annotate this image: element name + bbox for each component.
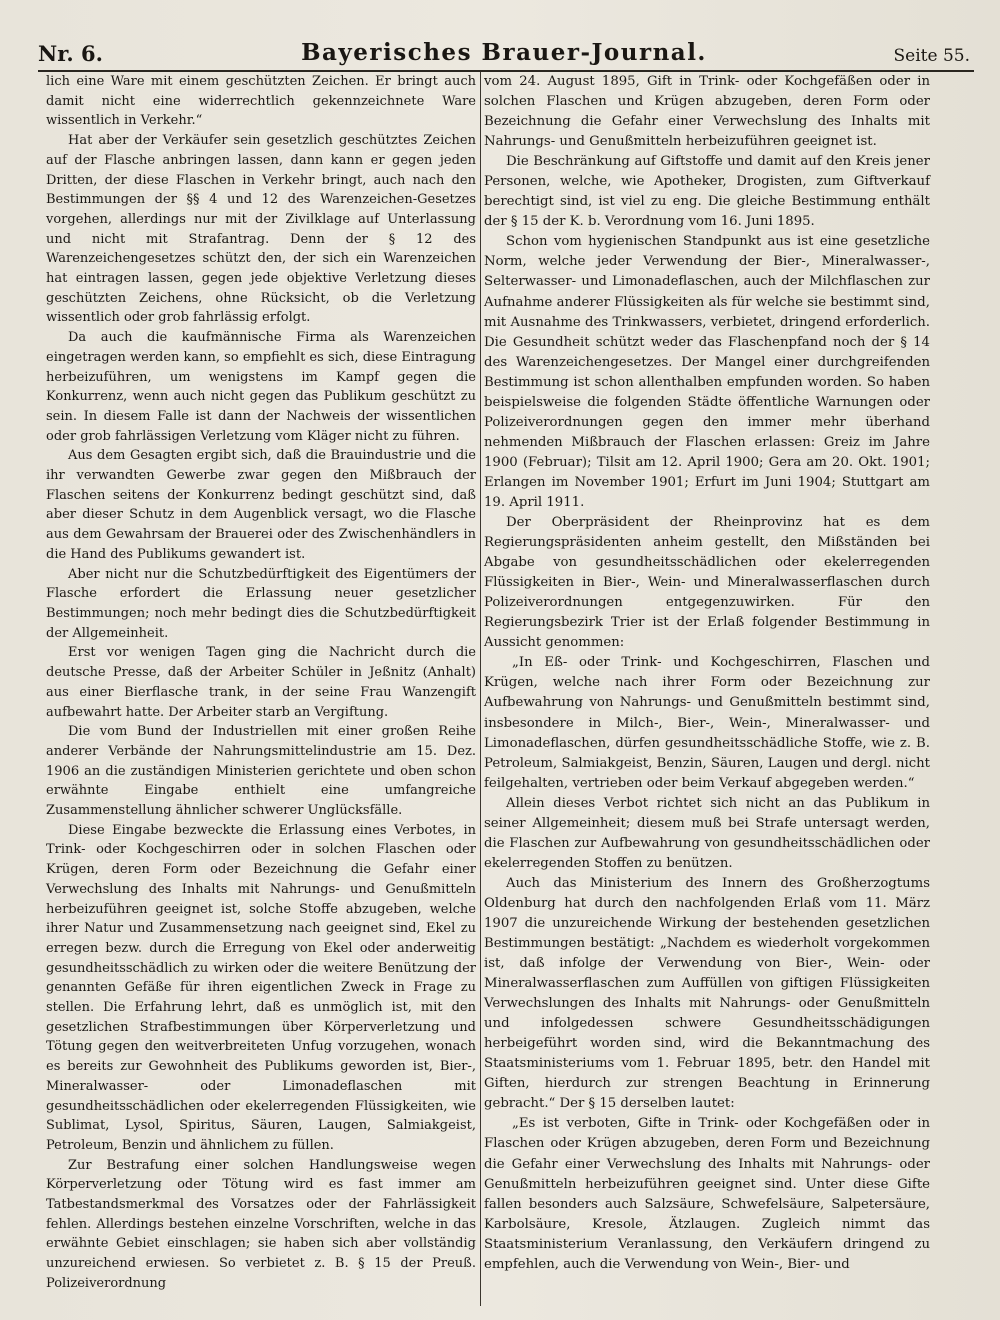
paragraph: Zur Bestrafung einer solchen Handlungsweise wegen Körperverletzung oder Tötung wird es fast immer am Tatbestandsmerkmal des Vorsatzes oder der Fahrlässigkeit fehlen. Allerdings bestehen einzelne Vorschriften, welche in das erwähnte Gebiet einschlagen; sie haben sich aber vollständig unzureichend erwiesen. So verbietet z. B. § 15 der Preuß. Polizeiverordnung <box>46 1157 476 1291</box>
paragraph: Aus dem Gesagten ergibt sich, daß die Brauindustrie und die ihr verwandten Gewerbe zwar gegen den Mißbrauch der Flaschen seitens der Konkurrenz bedingt geschützt sind, daß aber dieser Schutz in dem Augenblick versagt, wo die Flasche aus dem Gewahrsam der Brauerei oder des Zwischenhändlers in die Hand des Publikums gewandert ist. <box>46 448 476 562</box>
paragraph: Allein dieses Verbot richtet sich nicht an das Publikum in seiner Allgemeinheit; diesem muß bei Strafe untersagt werden, die Flaschen zur Aufbewahrung von gesundheitsschädlichen oder ekelerregenden Stoffen zu benützen. <box>484 795 930 871</box>
paragraph: lich eine Ware mit einem geschützten Zeichen. Er bringt auch damit nicht eine widerrechtlich gekennzeichnete Ware wissentlich in Verkehr.“ <box>46 74 476 129</box>
quoted-regulation: „In Eß- oder Trink- und Kochgeschirren, Flaschen und Krügen, welche nach ihrer Form oder Bezeichnung zur Aufbewahrung von Nahrungs- und Genußmitteln bestimmt sind, insbesondere in Milch-, Bier-, Wein-, Mineralwasser- und Limonadeflaschen, dürfen gesundheitsschädliche Stoffe, wie z. B. Petroleum, Salmiakgeist, Benzin, Säuren, Laugen und dergl. nicht feilgehalten, vertrieben oder beim Verkauf abgegeben werden.“ <box>484 655 930 791</box>
paragraph: Diese Eingabe bezweckte die Erlassung eines Verbotes, in Trink- oder Kochgeschirren oder in solchen Flaschen oder Krügen, deren Form oder Bezeichnung die Gefahr einer Verwechslung des Inhalts mit Nahrungs- und Genußmitteln herbeizuführen geeignet ist, solche Stoffe abzugeben, welche ihrer Natur und Zusammensetzung nach geeignet sind, Ekel zu erregen bezw. durch die Erregung von Ekel oder anderweitig gesundheitsschädlich zu wirken oder die weitere Benützung der genannten Gefäße für ihren eigentlichen Zweck in Frage zu stellen. Die Erfahrung lehrt, daß es unmöglich ist, mit den gesetzlichen Strafbestimmungen über Körperverletzung und Tötung gegen den weitverbreiteten Unfug vorzugehen, wonach es bereits zur Gewohnheit des Publikums geworden ist, Bier-, Mineralwasser- oder Limonadeflaschen mit gesundheitsschädlichen oder ekelerregenden Flüssigkeiten, wie Sublimat, Lysol, Spiritus, Säuren, Laugen, Salmiakgeist, Petroleum, Benzin und ähnlichem zu füllen. <box>46 822 476 1153</box>
page-number: Seite 55. <box>893 46 970 66</box>
paragraph: Auch das Ministerium des Innern des Großherzogtums Oldenburg hat durch den nachfolgenden Erlaß vom 11. März 1907 die unzureichende Wirkung der bestehenden gesetzlichen Bestimmungen bestätigt: „Nachdem es wiederholt vorgekommen ist, daß infolge der Verwendung von Bier-, Wein- oder Mineralwasserflaschen zum Auffüllen von giftigen Flüssigkeiten Verwechslungen des Inhalts mit Nahrungs- oder Genußmitteln und infolgedessen schwere Gesundheitsschädigungen herbeigeführt worden sind, wird die Bekanntmachung des Staatsministeriums vom 1. Februar 1895, betr. den Handel mit Giften, hierdurch zur strengen Beachtung in Erinnerung gebracht.“ Der § 15 derselben lautet: <box>484 875 930 1112</box>
issue-number: Nr. 6. <box>38 41 103 66</box>
left-column <box>46 72 476 1294</box>
paragraph: Die vom Bund der Industriellen mit einer großen Reihe anderer Verbände der Nahrungsmittelindustrie am 15. Dez. 1906 an die zuständigen Ministerien gerichtete und oben schon erwähnte Eingabe enthielt eine umfangreiche Zusammenstellung ähnlicher schwerer Unglücksfälle. <box>46 724 476 819</box>
paragraph: Der Oberpräsident der Rheinprovinz hat es dem Regierungspräsidenten anheim gestellt, den Mißständen bei Abgabe von gesundheitsschädlichen oder ekelerregenden Flüssigkeiten in Bier-, Wein- und Mineralwasserflaschen durch Polizeiverordnungen entgegenzuwirken. Für den Regierungsbezirk Trier ist der Erlaß folgender Bestimmung in Aussicht genommen: <box>484 515 930 651</box>
paragraph: Hat aber der Verkäufer sein gesetzlich geschütztes Zeichen auf der Flasche anbringen lassen, dann kann er gegen jeden Dritten, der diese Flaschen in Verkehr bringt, auch nach den Bestimmungen der §§ 4 und 12 des Warenzeichen-Gesetzes vorgehen, allerdings nur mit der Zivilklage auf Unterlassung und nicht mit Strafantrag. Denn der § 12 des Warenzeichengesetzes schützt den, der sich ein Warenzeichen hat eintragen lassen, gegen jede objektive Verletzung dieses geschützten Zeichens, ohne Rücksicht, ob die Verletzung wissentlich oder grob fahrlässig erfolgt. <box>46 133 476 326</box>
paragraph: Erst vor wenigen Tagen ging die Nachricht durch die deutsche Presse, daß der Arbeiter Schüler in Jeßnitz (Anhalt) aus einer Bierflasche trank, in der seine Frau Wanzengift aufbewahrt hatte. Der Arbeiter starb an Vergiftung. <box>46 645 476 720</box>
paragraph: Aber nicht nur die Schutzbedürftigkeit des Eigentümers der Flasche erfordert die Erlassung neuer gesetzlicher Bestimmungen; noch mehr bedingt dies die Schutzbedürftigkeit der Allgemeinheit. <box>46 566 476 641</box>
paragraph: Schon vom hygienischen Standpunkt aus ist eine gesetzliche Norm, welche jeder Verwendung der Bier-, Mineralwasser-, Selterwasser- und Limonadeflaschen, auch der Milchflaschen zur Aufnahme anderer Flüssigkeiten als für welche sie bestimmt sind, mit Ausnahme des Trinkwassers, verbietet, dringend erforderlich. Die Gesundheit schützt weder das Flaschenpfand noch der § 14 des Warenzeichengesetzes. Der Mangel einer durchgreifenden Bestimmung ist schon allenthalben empfunden worden. So haben beispielsweise die folgenden Städte öffentliche Warnungen oder Polizeiverordnungen gegen den immer mehr überhand nehmenden Mißbrauch der Flaschen erlassen: Greiz im Jahre 1900 (Februar); Tilsit am 12. April 1900; Gera am 20. Okt. 1901; Erlangen im November 1901; Erfurt im Juni 1904; Stuttgart am 19. April 1911. <box>484 234 930 510</box>
right-column <box>484 72 930 1275</box>
quoted-regulation: „Es ist verboten, Gifte in Trink- oder Kochgefäßen oder in Flaschen oder Krügen abzugeben, deren Form und Bezeichnung die Gefahr einer Verwechslung des Inhalts mit Nahrungs- oder Genußmitteln herbeizuführen geeignet sind. Unter diese Gifte fallen besonders auch Salzsäure, Schwefelsäure, Salpetersäure, Karbolsäure, Kresole, Ätzlaugen. Zugleich nimmt das Staatsministerium Veranlassung, den Verkäufern dringend zu empfehlen, auch die Verwendung von Wein-, Bier- und <box>484 1116 930 1272</box>
page-header <box>38 30 970 66</box>
paragraph: Die Beschränkung auf Giftstoffe und damit auf den Kreis jener Personen, welche, wie Apotheker, Drogisten, zum Giftverkauf berechtigt sind, ist viel zu eng. Die gleiche Bestimmung enthält der § 15 der K. b. Verordnung vom 16. Juni 1895. <box>484 154 930 230</box>
journal-title: Bayerisches Brauer-Journal. <box>301 39 707 66</box>
paragraph: vom 24. August 1895, Gift in Trink- oder Kochgefäßen oder in solchen Flaschen und Krügen abzugeben, deren Form oder Bezeichnung die Gefahr einer Verwechslung des Inhalts mit Nahrungs- und Genußmitteln herbeizuführen geeignet ist. <box>484 74 930 150</box>
paragraph: Da auch die kaufmännische Firma als Warenzeichen eingetragen werden kann, so empfiehlt es sich, diese Eintragung herbeizuführen, um wenigstens im Kampf gegen die Konkurrenz, wenn auch nicht gegen das Publikum geschützt zu sein. In diesem Falle ist dann der Nachweis der wissentlichen oder grob fahrlässigen Verletzung vom Kläger nicht zu führen. <box>46 330 476 444</box>
column-divider <box>480 72 481 1306</box>
